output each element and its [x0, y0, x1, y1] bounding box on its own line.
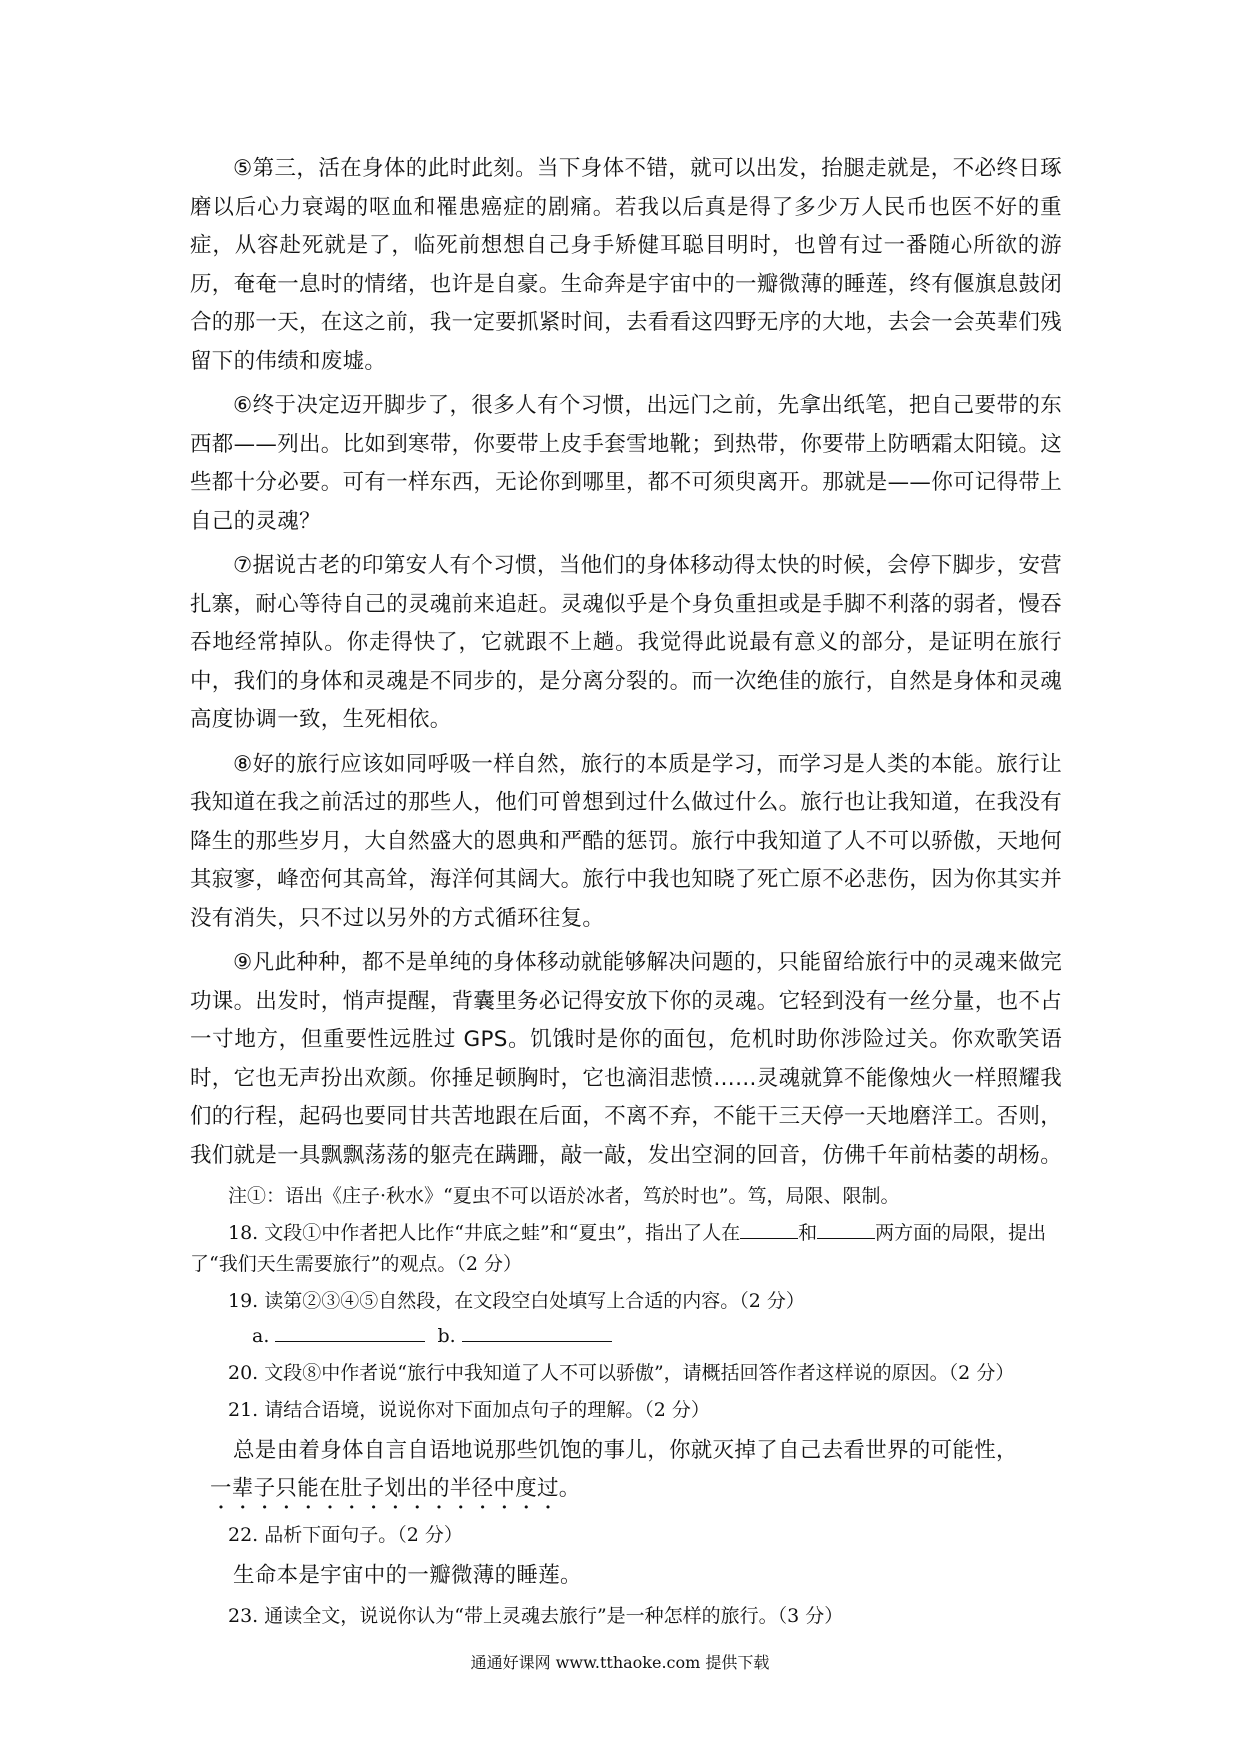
paragraph-9: ⑨凡此种种，都不是单纯的身体移动就能够解决问题的，只能留给旅行中的灵魂来做完功课。出发时，悄声提醒，背囊里务必记得安放下你的灵魂。它轻到没有一丝分量，也不占一寸地方，但重要性远胜过 GPS。饥饿时是你的面包，危机时助你涉险过关。你欢歌笑语时，它也无声扮出欢颜。你捶足顿胸时，它也滴泪悲愤……灵魂就算不能像烛火一样照耀我们的行程，起码也要同甘共苦地跟在后面，不离不弃，不能干三天停一天地磨洋工。否则，我们就是一具飘飘荡荡的躯壳在蹒跚，敲一敲，发出空洞的回音，仿佛千年前枯萎的胡杨。 [190, 950, 1063, 1168]
question-21-quote-line2 [210, 1470, 1062, 1514]
question-21-quote-plain: 总是由着身体自言自语地说那些饥饱的事儿，你就灭掉了自己去看世界的可能性， [233, 1438, 1018, 1463]
answer-label-b: b. [437, 1325, 456, 1347]
question-23: 23. 通读全文，说说你认为“带上灵魂去旅行”是一种怎样的旅行。（3 分） [228, 1605, 844, 1627]
page-footer: 通通好课网 www.tthaoke.com 提供下载 [470, 1653, 770, 1672]
question-18-part1: 18. 文段①中作者把人比作“井底之蛙”和“夏虫”，指出了人在 [228, 1222, 741, 1244]
answer-blank-19-b[interactable] [462, 1322, 612, 1342]
question-19-answers [252, 1321, 1062, 1352]
document-page [190, 150, 1062, 1632]
paragraph-6: ⑥终于决定迈开脚步了，很多人有个习惯，出远门之前，先拿出纸笔，把自己要带的东西都——列出。比如到寒带，你要带上皮手套雪地靴；到热带，你要带上防晒霜太阳镜。这些都十分必要。可有一样东西，无论你到哪里，都不可须臾离开。那就是——你可记得带上自己的灵魂？ [190, 393, 1063, 534]
question-22: 22. 品析下面句子。（2 分） [228, 1524, 463, 1546]
question-21-quote [190, 1432, 1062, 1470]
question-21: 21. 请结合语境，说说你对下面加点句子的理解。（2 分） [228, 1399, 710, 1421]
paragraph-8: ⑧好的旅行应该如同呼吸一样自然，旅行的本质是学习，而学习是人类的本能。旅行让我知道在我之前活过的那些人，他们可曾想到过什么做过什么。旅行也让我知道，在我没有降生的那些岁月，大自然盛大的恩典和严酷的惩罚。旅行中我知道了人不可以骄傲，天地何其寂寥，峰峦何其高耸，海洋何其阔大。旅行中我也知晓了死亡原不必悲伤，因为你其实并没有消失，只不过以另外的方式循环往复。 [190, 751, 1063, 931]
answer-blank-19-a[interactable] [275, 1322, 425, 1342]
question-22-quote: 生命本是宇宙中的一瓣微薄的睡莲。 [233, 1563, 582, 1588]
answer-label-a: a. [252, 1325, 270, 1347]
question-21-quote-dotted: 一辈子只能在肚子划出的半径中度过。 [210, 1476, 581, 1501]
question-20: 20. 文段⑧中作者说“旅行中我知道了人不可以骄傲”，请概括回答作者这样说的原因。（2 分） [228, 1362, 1015, 1384]
paragraph-7: ⑦据说古老的印第安人有个习惯，当他们的身体移动得太快的时候，会停下脚步，安营扎寨，耐心等待自己的灵魂前来追赶。灵魂似乎是个身负重担或是手脚不利落的弱者，慢吞吞地经常掉队。你走得快了，它就跟不上趟。我觉得此说最有意义的部分，是证明在旅行中，我们的身体和灵魂是不同步的，是分离分裂的。而一次绝佳的旅行，自然是身体和灵魂高度协调一致，生死相依。 [190, 553, 1063, 732]
answer-blank-18-1[interactable] [740, 1219, 798, 1239]
answer-blank-18-2[interactable] [817, 1219, 875, 1239]
question-18-part3: 两方面的局限，提出了“我们天生需要旅行”的观点。（2 分） [190, 1222, 1047, 1275]
question-19: 19. 读第②③④⑤自然段，在文段空白处填写上合适的内容。（2 分） [228, 1290, 805, 1312]
question-18-part2: 和 [798, 1222, 818, 1244]
footnote: 注①：语出《庄子·秋水》“夏虫不可以语於冰者，笃於时也”。笃，局限、限制。 [228, 1185, 900, 1207]
question-18 [190, 1218, 1062, 1280]
paragraph-5: ⑤第三，活在身体的此时此刻。当下身体不错，就可以出发，抬腿走就是，不必终日琢磨以后心力衰竭的呕血和罹患癌症的剧痛。若我以后真是得了多少万人民币也医不好的重症，从容赴死就是了，临死前想想自己身手矫健耳聪目明时，也曾有过一番随心所欲的游历，奄奄一息时的情绪，也许是自豪。生命奔是宇宙中的一瓣微薄的睡莲，终有偃旗息鼓闭合的那一天，在这之前，我一定要抓紧时间，去看看这四野无序的大地，去会一会英辈们残留下的伟绩和废墟。 [190, 156, 1063, 374]
